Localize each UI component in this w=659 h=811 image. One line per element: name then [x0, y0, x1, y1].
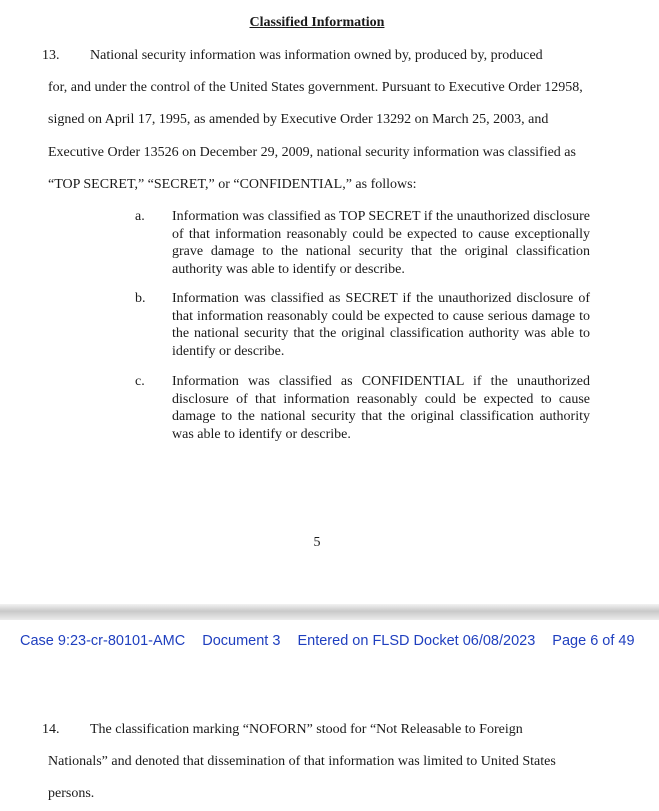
paragraph-line: signed on April 17, 1995, as amended by Executive Order 13292 on March 25, 2003, and [48, 112, 549, 127]
paragraph-line: “TOP SECRET,” “SECRET,” or “CONFIDENTIAL,” as follows: [48, 177, 417, 192]
list-item-label: b. [135, 291, 146, 306]
page-divider [0, 604, 659, 620]
document-number: Document 3 [202, 633, 281, 649]
section-heading: Classified Information [249, 15, 385, 30]
paragraph-text: National security information was information owned by, produced by, produced [90, 48, 543, 63]
docket-entry-date: Entered on FLSD Docket 06/08/2023 [297, 633, 536, 649]
paragraph-text: The classification marking “NOFORN” stood for “Not Releasable to Foreign [90, 722, 523, 737]
list-item-label: c. [135, 374, 145, 389]
paragraph-number: 14. [42, 722, 60, 737]
paragraph-line: Nationals” and denoted that dissemination of that information was limited to United States [48, 754, 556, 769]
paragraph-line: Executive Order 13526 on December 29, 2009, national security information was classified as [48, 145, 576, 160]
list-item-text: Information was classified as TOP SECRET if the unauthorized disclosure of that information reasonably could be expected to cause exceptionally grave damage to the national security that the original classification authority was able to identify or describe. [172, 209, 590, 277]
list-item-text: Information was classified as CONFIDENTIAL if the unauthorized disclosure of that information reasonably could be expected to cause damage to the national security that the original classification authority was able to identify or describe. [172, 374, 590, 442]
paragraph-line [42, 714, 590, 747]
paragraph-line [42, 40, 590, 73]
list-item-label: a. [135, 209, 145, 224]
page-number: 5 [313, 535, 321, 550]
case-header [20, 633, 648, 649]
paragraph-line: for, and under the control of the United States government. Pursuant to Executive Order 12958, [48, 80, 583, 95]
case-number: Case 9:23-cr-80101-AMC [20, 633, 186, 649]
paragraph-number: 13. [42, 48, 60, 63]
paragraph-line: persons. [48, 786, 95, 801]
page-count: Page 6 of 49 [552, 633, 635, 649]
list-item-text: Information was classified as SECRET if the unauthorized disclosure of that information reasonably could be expected to cause serious damage to the national security that the original classification authority was able to identify or describe. [172, 291, 590, 359]
